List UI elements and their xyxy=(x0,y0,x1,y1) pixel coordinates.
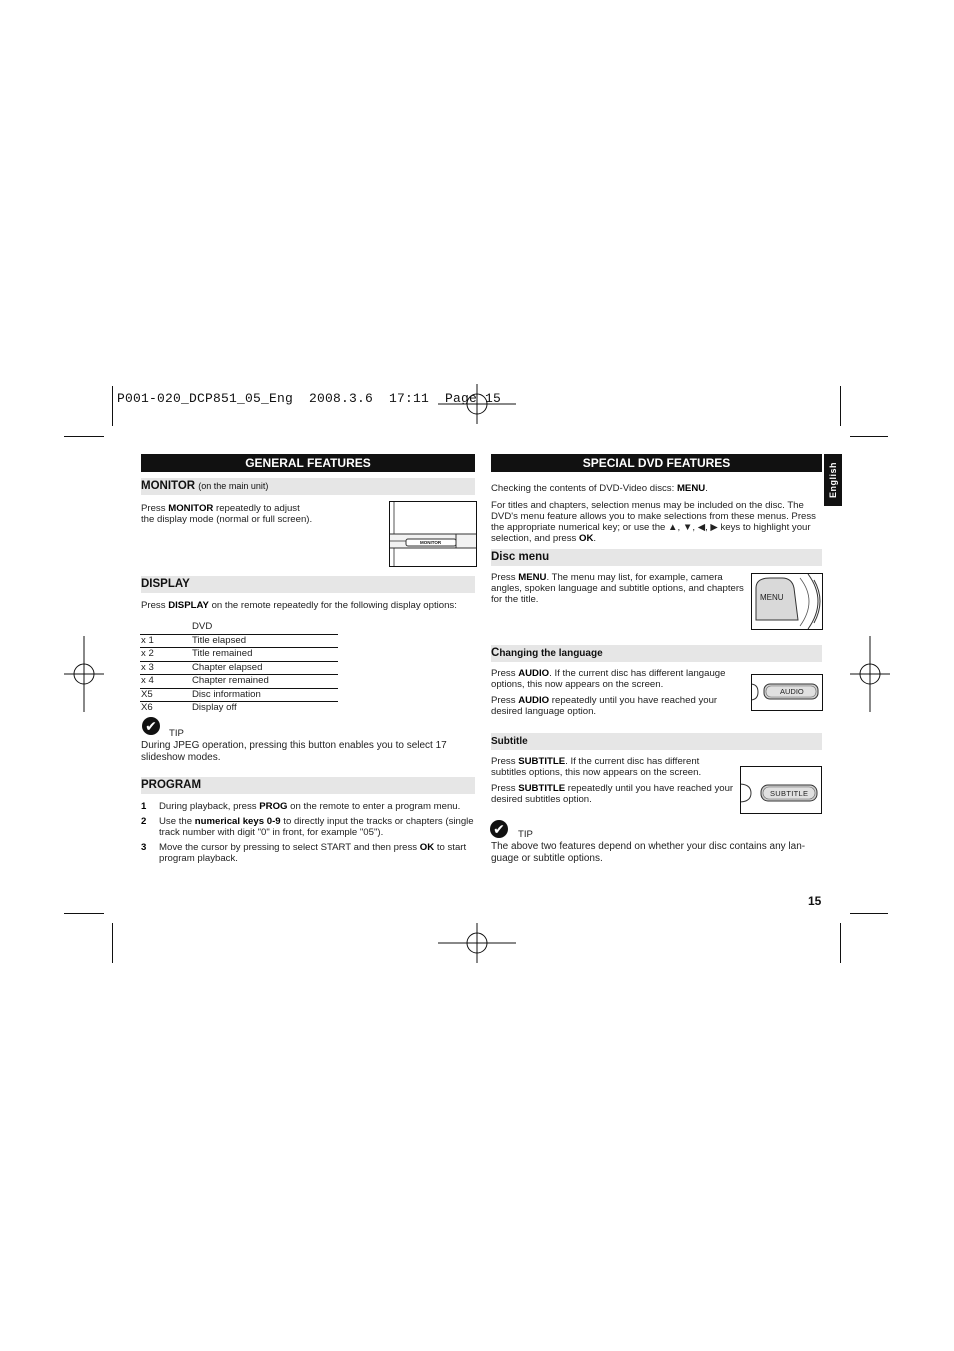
print-slug: P001-020_DCP851_05_Eng 2008.3.6 17:11 Page 15 xyxy=(117,391,502,406)
registration-mark-icon xyxy=(438,384,516,424)
subtitle-text-2: Press SUBTITLE repeatedly until you have reached your desired subtitles option. xyxy=(491,783,734,805)
subtitle-heading: Subtitle xyxy=(491,733,822,750)
table-row: X6 Display off xyxy=(141,702,237,713)
disc-menu-text: Press MENU. The menu may list, for example, camera angles, spoken language and subtitle options, and chapters for the title. xyxy=(491,572,744,605)
list-item: 3 Move the cursor by pressing to select START and then press OK to start program playback. xyxy=(141,842,467,864)
monitor-button-label: MONITOR xyxy=(420,540,442,545)
audio-button-label: AUDIO xyxy=(780,687,804,696)
program-heading: PROGRAM xyxy=(141,777,475,794)
monitor-heading: MONITOR (on the main unit) xyxy=(141,478,475,495)
table-row: x 2 Title remained xyxy=(140,648,338,662)
monitor-button-illustration xyxy=(389,501,477,567)
list-item: 2 Use the numerical keys 0-9 to directly input the tracks or chapters (single track number with digit "0" in front, for example "05"). xyxy=(141,816,474,838)
registration-mark-icon xyxy=(64,636,104,712)
language-side-tab: English xyxy=(824,454,842,506)
page-number: 15 xyxy=(808,894,822,908)
menu-button-illustration xyxy=(751,573,823,630)
table-row: X5 Disc information xyxy=(140,688,338,702)
program-steps xyxy=(141,801,475,868)
special-tip-text: The above two features depend on whether your disc contains any lan-guage or subtitle options. xyxy=(491,841,806,864)
table-header-row: DVD xyxy=(140,621,338,634)
registration-mark-icon xyxy=(438,923,516,963)
special-intro-1: Checking the contents of DVD-Video discs: MENU. xyxy=(491,483,708,494)
subtitle-button-label: SUBTITLE xyxy=(770,789,809,798)
special-dvd-features-header: SPECIAL DVD FEATURES xyxy=(491,454,822,472)
registration-mark-icon xyxy=(850,636,890,712)
subtitle-button-illustration xyxy=(740,766,822,814)
language-text-1: Press AUDIO. If the current disc has different langauge options, this now appears on the screen. xyxy=(491,668,726,690)
display-intro: Press DISPLAY on the remote repeatedly for the following display options: xyxy=(141,600,457,611)
language-text-2: Press AUDIO repeatedly until you have reached your desired language option. xyxy=(491,695,718,717)
changing-language-heading: Changing the language xyxy=(491,645,822,662)
list-item: 1 During playback, press PROG on the remote to enter a program menu. xyxy=(141,801,461,812)
check-tip-icon: ✔ xyxy=(490,820,508,838)
special-tip-label: TIP xyxy=(518,829,533,840)
audio-button-illustration xyxy=(751,674,823,711)
display-heading: DISPLAY xyxy=(141,576,475,593)
table-row: x 1 Title elapsed xyxy=(140,634,338,648)
general-features-header: GENERAL FEATURES xyxy=(141,454,475,472)
disc-menu-heading: Disc menu xyxy=(491,549,822,566)
display-tip-label: TIP xyxy=(169,728,184,739)
display-options-table xyxy=(140,621,338,715)
display-tip-text: During JPEG operation, pressing this button enables you to select 17 slideshow modes. xyxy=(141,740,447,763)
menu-button-label: MENU xyxy=(760,593,784,602)
special-intro-2: For titles and chapters, selection menus may be included on the disc. The DVD's menu feature allows you to make selections from these menus. Press the appropriate numerical key; or use the ▲, ▼, ◀, ▶ keys to highlight your selection, and press OK. xyxy=(491,500,816,544)
table-row: x 3 Chapter elapsed xyxy=(140,661,338,675)
check-tip-icon: ✔ xyxy=(142,717,160,735)
subtitle-text-1: Press SUBTITLE. If the current disc has different subtitles options, this now appears on the screen. xyxy=(491,756,702,778)
monitor-text: Press MONITOR repeatedly to adjust the display mode (normal or full screen). xyxy=(141,503,313,525)
table-row: x 4 Chapter remained xyxy=(140,675,338,689)
